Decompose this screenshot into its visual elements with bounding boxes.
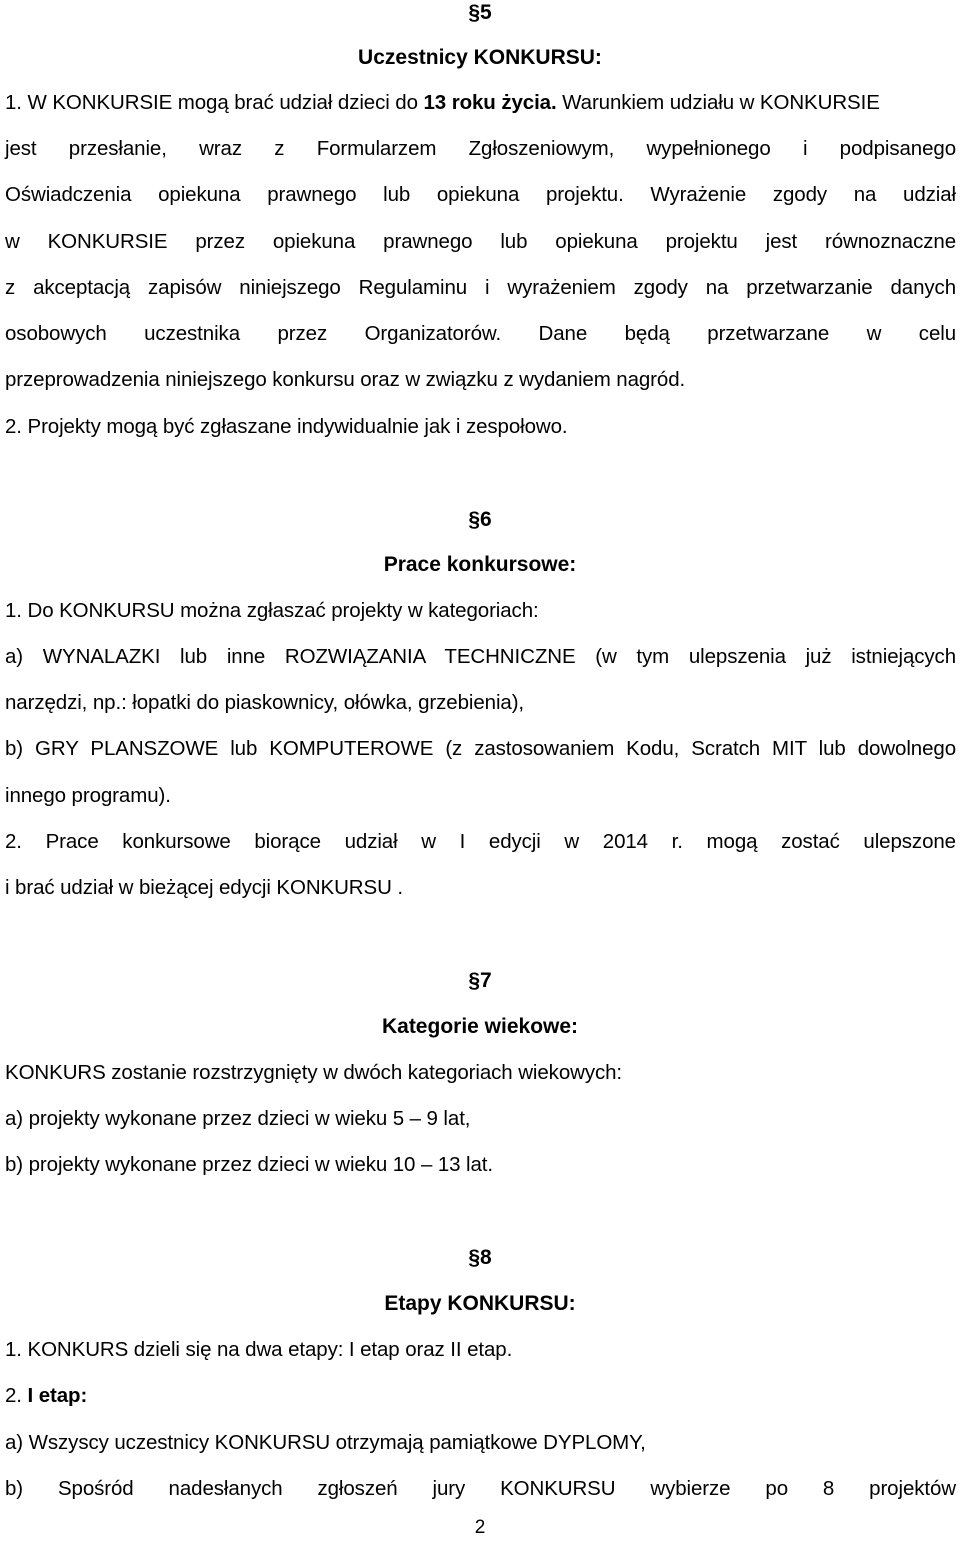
section-6-item-a-line-2: narzędzi, np.: łopatki do piaskownicy, ołówka, grzebienia), — [5, 691, 525, 714]
section-7-number: §7 — [468, 969, 492, 992]
section-5-paragraph-1-line-1 — [5, 90, 956, 116]
text-span: 2. — [5, 1384, 28, 1407]
section-6-item-b-line-1: b) GRY PLANSZOWE lub KOMPUTEROWE (z zastosowaniem Kodu, Scratch MIT lub dowolnego — [5, 737, 956, 760]
section-6-paragraph-1: 1. Do KONKURSU można zgłaszać projekty w kategoriach: — [5, 599, 539, 622]
section-8-title: Etapy KONKURSU: — [384, 1292, 576, 1315]
section-5-paragraph-2: 2. Projekty mogą być zgłaszane indywidualnie jak i zespołowo. — [5, 415, 568, 438]
section-5-paragraph-1-line-6: osobowych uczestnika przez Organizatorów. Dane będą przetwarzane w celu — [5, 322, 956, 345]
section-6-paragraph-2-line-2: i brać udział w bieżącej edycji KONKURSU . — [5, 876, 403, 899]
section-5-paragraph-1-line-5: z akceptacją zapisów niniejszego Regulaminu i wyrażeniem zgody na przetwarzanie danych — [5, 276, 956, 299]
section-5-paragraph-1-line-2: jest przesłanie, wraz z Formularzem Zgłoszeniowym, wypełnionego i podpisanego — [5, 137, 956, 160]
page-number: 2 — [474, 1517, 486, 1538]
section-7-item-a: a) projekty wykonane przez dzieci w wieku 5 – 9 lat, — [5, 1107, 471, 1130]
section-5-title: Uczestnicy KONKURSU: — [358, 46, 602, 69]
section-7-title: Kategorie wiekowe: — [381, 1015, 579, 1038]
section-7-intro: KONKURS zostanie rozstrzygnięty w dwóch kategoriach wiekowych: — [5, 1061, 623, 1084]
bold-text: 13 roku życia. — [423, 91, 557, 114]
section-7-item-b: b) projekty wykonane przez dzieci w wieku 10 – 13 lat. — [5, 1153, 493, 1176]
section-6-number: §6 — [468, 508, 492, 531]
section-5-paragraph-1-line-4: w KONKURSIE przez opiekuna prawnego lub opiekuna projektu jest równoznaczne — [5, 230, 956, 253]
section-6-title: Prace konkursowe: — [383, 553, 577, 576]
section-8-item-b: b) Spośród nadesłanych zgłoszeń jury KONKURSU wybierze po 8 projektów — [5, 1477, 956, 1500]
section-8-number: §8 — [468, 1246, 492, 1269]
section-6-paragraph-2-line-1: 2. Prace konkursowe biorące udział w I edycji w 2014 r. mogą zostać ulepszone — [5, 830, 956, 853]
text-span: Warunkiem udziału w KONKURSIE — [556, 91, 880, 114]
section-5-paragraph-1-line-7: przeprowadzenia niniejszego konkursu oraz w związku z wydaniem nagród. — [5, 368, 686, 391]
bold-text: I etap: — [27, 1384, 88, 1407]
section-6-item-b-line-2: innego programu). — [5, 784, 171, 807]
section-8-paragraph-2 — [5, 1383, 956, 1409]
section-8-item-a: a) Wszyscy uczestnicy KONKURSU otrzymają pamiątkowe DYPLOMY, — [5, 1431, 646, 1454]
section-6-item-a-line-1: a) WYNALAZKI lub inne ROZWIĄZANIA TECHNICZNE (w tym ulepszenia już istniejących — [5, 645, 956, 668]
section-8-paragraph-1: 1. KONKURS dzieli się na dwa etapy: I etap oraz II etap. — [5, 1338, 513, 1361]
section-5-number: §5 — [468, 1, 492, 24]
section-5-paragraph-1-line-3: Oświadczenia opiekuna prawnego lub opiekuna projektu. Wyrażenie zgody na udział — [5, 183, 956, 206]
text-span: 1. W KONKURSIE mogą brać udział dzieci do — [5, 91, 424, 114]
